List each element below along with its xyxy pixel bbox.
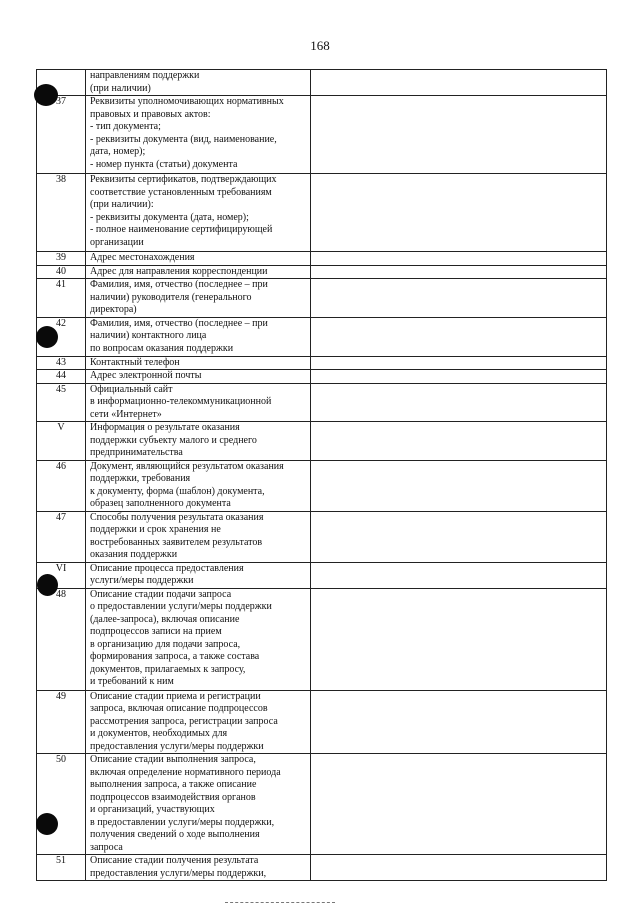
- label-line: о предоставлении услуги/меры поддержки: [90, 601, 272, 612]
- label-line: образец заполненного документа: [90, 498, 231, 509]
- row-label: [86, 252, 311, 266]
- punch-hole-mark: [36, 326, 58, 348]
- value-cell[interactable]: [311, 96, 607, 174]
- label-line: предоставления услуги/меры поддержки,: [90, 867, 267, 879]
- table-row: [37, 317, 607, 356]
- label-line: соответствие установленным требованиям: [90, 186, 272, 198]
- row-label: [86, 317, 311, 356]
- value-cell[interactable]: [311, 370, 607, 384]
- bottom-divider: [225, 902, 335, 903]
- row-number: 41: [37, 279, 86, 318]
- value-cell[interactable]: [311, 460, 607, 511]
- label-line: Адрес для направления корреспонденции: [90, 265, 268, 277]
- value-cell[interactable]: [311, 265, 607, 279]
- row-label: [86, 754, 311, 855]
- label-line: поддержки субъекту малого и среднего: [90, 434, 257, 446]
- table-body: [37, 70, 607, 881]
- label-line: подпроцессов записи на прием: [90, 626, 222, 637]
- label-line: Адрес электронной почты: [90, 370, 202, 381]
- label-line: Описание стадии получения результата: [90, 855, 259, 866]
- form-table: [36, 69, 607, 881]
- value-cell[interactable]: [311, 588, 607, 690]
- punch-hole-mark: [36, 813, 58, 835]
- label-line: направлениям поддержки: [90, 70, 200, 81]
- label-line: и организаций, участвующих: [90, 804, 215, 815]
- label-line: предоставления услуги/меры поддержки: [90, 740, 264, 752]
- label-line: - полное наименование сертифицирующей: [90, 224, 273, 235]
- label-line: запроса: [90, 841, 123, 853]
- row-label: [86, 690, 311, 754]
- label-line: сети «Интернет»: [90, 408, 162, 420]
- label-line: в предоставлении услуги/меры поддержки,: [90, 816, 275, 828]
- row-number: VI: [37, 562, 86, 588]
- value-cell[interactable]: [311, 511, 607, 562]
- value-cell[interactable]: [311, 279, 607, 318]
- row-number: 40: [37, 265, 86, 279]
- table-row: [37, 279, 607, 318]
- table-row: [37, 690, 607, 754]
- label-line: в информационно-телекоммуникационной: [90, 396, 272, 407]
- label-line: и документов, необходимых для: [90, 728, 228, 739]
- row-label: [86, 174, 311, 252]
- value-cell[interactable]: [311, 383, 607, 422]
- label-line: (при наличии): [90, 82, 151, 94]
- table-row: [37, 422, 607, 461]
- label-line: наличии) руководителя (генерального: [90, 291, 252, 303]
- label-line: по вопросам оказания поддержки: [90, 342, 234, 354]
- row-label: [86, 383, 311, 422]
- label-line: услуги/меры поддержки: [90, 575, 194, 586]
- table-row: [37, 96, 607, 174]
- row-number: 49: [37, 690, 86, 754]
- label-line: правовых и правовых актов:: [90, 108, 211, 120]
- value-cell[interactable]: [311, 855, 607, 881]
- row-label: [86, 356, 311, 370]
- label-line: к документу, форма (шаблон) документа,: [90, 485, 265, 497]
- row-number: 46: [37, 460, 86, 511]
- label-line: наличии) контактного лица: [90, 330, 207, 341]
- table-row: [37, 511, 607, 562]
- label-line: директора): [90, 304, 137, 315]
- label-line: Контактный телефон: [90, 356, 180, 368]
- label-line: формирования запроса, а также состава: [90, 651, 260, 662]
- label-line: Описание стадии приема и регистрации: [90, 690, 261, 702]
- punch-hole-mark: [37, 574, 58, 596]
- label-line: Способы получения результата оказания: [90, 511, 264, 523]
- value-cell[interactable]: [311, 174, 607, 252]
- row-number: 50: [37, 754, 86, 855]
- label-line: рассмотрения запроса, регистрации запроса: [90, 715, 278, 727]
- row-number: 42: [37, 317, 86, 356]
- table-row: [37, 588, 607, 690]
- label-line: - номер пункта (статьи) документа: [90, 158, 238, 170]
- label-line: - тип документа;: [90, 121, 161, 132]
- row-label: [86, 370, 311, 384]
- label-line: - реквизиты документа (вид, наименование,: [90, 133, 277, 145]
- row-label: [86, 460, 311, 511]
- label-line: Информация о результате оказания: [90, 422, 240, 433]
- value-cell[interactable]: [311, 562, 607, 588]
- label-line: включая определение нормативного периода: [90, 766, 281, 778]
- label-line: оказания поддержки: [90, 549, 178, 560]
- label-line: документов, прилагаемых к запросу,: [90, 663, 246, 675]
- label-line: выполнения запроса, а также описание: [90, 779, 257, 790]
- label-line: Описание стадии подачи запроса: [90, 588, 232, 600]
- value-cell[interactable]: [311, 356, 607, 370]
- label-line: в организацию для подачи запроса,: [90, 638, 241, 650]
- punch-hole-mark: [34, 84, 58, 106]
- row-number: V: [37, 422, 86, 461]
- table-row: [37, 370, 607, 384]
- label-line: и требований к ним: [90, 676, 174, 687]
- label-line: Фамилия, имя, отчество (последнее – при: [90, 317, 268, 329]
- row-label: [86, 96, 311, 174]
- row-number: 47: [37, 511, 86, 562]
- label-line: Фамилия, имя, отчество (последнее – при: [90, 279, 268, 290]
- label-line: Описание стадии выполнения запроса,: [90, 754, 256, 765]
- table-row: [37, 460, 607, 511]
- label-line: запроса, включая описание подпроцессов: [90, 703, 268, 714]
- row-number: 38: [37, 174, 86, 252]
- table-row: [37, 383, 607, 422]
- value-cell[interactable]: [311, 70, 607, 96]
- row-label: [86, 562, 311, 588]
- label-line: Реквизиты сертификатов, подтверждающих: [90, 174, 277, 185]
- label-line: поддержки, требования: [90, 473, 191, 484]
- label-line: востребованных заявителем результатов: [90, 536, 263, 548]
- label-line: Адрес местонахождения: [90, 252, 195, 263]
- label-line: (при наличии):: [90, 199, 154, 210]
- page-number: 168: [310, 38, 330, 53]
- row-number: 39: [37, 252, 86, 266]
- label-line: Описание процесса предоставления: [90, 562, 244, 574]
- label-line: подпроцессов взаимодействия органов: [90, 791, 256, 803]
- row-label: [86, 588, 311, 690]
- label-line: организации: [90, 236, 144, 248]
- label-line: (далее-запроса), включая описание: [90, 613, 240, 625]
- label-line: - реквизиты документа (дата, номер);: [90, 211, 249, 223]
- row-label: [86, 855, 311, 881]
- table-row: [37, 855, 607, 881]
- table-row: [37, 265, 607, 279]
- row-number: 43: [37, 356, 86, 370]
- row-label: [86, 511, 311, 562]
- table-row: [37, 70, 607, 96]
- row-label: [86, 265, 311, 279]
- table-row: [37, 174, 607, 252]
- label-line: поддержки и срок хранения не: [90, 524, 221, 535]
- value-cell[interactable]: [311, 422, 607, 461]
- value-cell[interactable]: [311, 252, 607, 266]
- row-number: 45: [37, 383, 86, 422]
- label-line: Реквизиты уполномочивающих нормативных: [90, 96, 284, 107]
- table-row: [37, 562, 607, 588]
- row-number: 48: [37, 588, 86, 690]
- value-cell[interactable]: [311, 754, 607, 855]
- label-line: получения сведений о ходе выполнения: [90, 829, 260, 840]
- row-label: [86, 279, 311, 318]
- label-line: Официальный сайт: [90, 383, 173, 395]
- row-label: [86, 422, 311, 461]
- row-number: 37: [37, 96, 86, 174]
- value-cell[interactable]: [311, 690, 607, 754]
- label-line: Документ, являющийся результатом оказания: [90, 460, 284, 472]
- label-line: предпринимательства: [90, 447, 183, 458]
- value-cell[interactable]: [311, 317, 607, 356]
- row-number: 51: [37, 855, 86, 881]
- label-line: дата, номер);: [90, 146, 146, 157]
- table-row: [37, 356, 607, 370]
- row-label: [86, 70, 311, 96]
- table-row: [37, 252, 607, 266]
- table-row: [37, 754, 607, 855]
- row-number: 44: [37, 370, 86, 384]
